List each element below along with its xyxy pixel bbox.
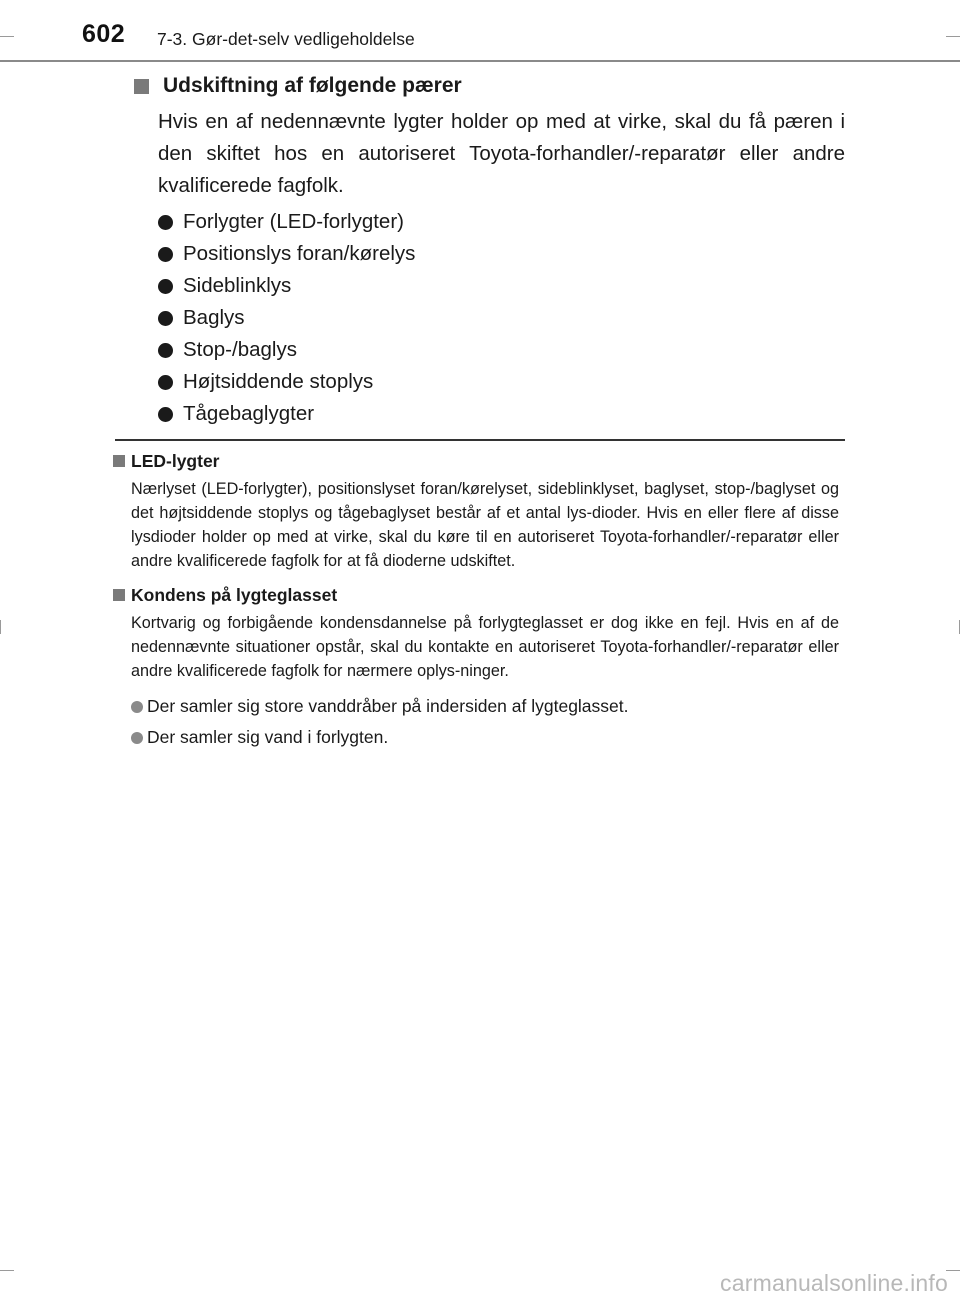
condensation-list [131, 691, 839, 753]
list-item: Forlygter (LED-forlygter) [158, 206, 845, 238]
bullet-dot-icon [158, 215, 173, 230]
note-led-lights [113, 449, 839, 573]
bullet-dot-icon [131, 732, 143, 744]
bullet-dot-icon [158, 375, 173, 390]
crop-mark [0, 620, 1, 634]
section-heading [120, 74, 845, 98]
list-item: Stop-/baglys [158, 334, 845, 366]
bullet-dot-icon [158, 279, 173, 294]
crop-mark [946, 36, 960, 37]
note-heading: LED-lygter [113, 449, 839, 473]
crop-mark [0, 36, 14, 37]
notes-section [113, 449, 839, 763]
chapter-title: 7-3. Gør-det-selv vedligeholdelse [157, 29, 415, 49]
bullet-dot-icon [131, 701, 143, 713]
note-condensation [113, 583, 839, 753]
section-divider [115, 439, 845, 441]
square-bullet-icon [134, 79, 149, 94]
list-item: Baglys [158, 302, 845, 334]
header-rule [0, 60, 960, 62]
note-body: Kortvarig og forbigående kondensdannelse på forlygteglasset er dog ikke en fejl. Hvis en af de nedennævnte situationer opstår, skal du kontakte en autoriseret Toyota-forhandler/-reparatør eller andre kvalificerede fagfolk for nærmere oplys-ninger. [131, 614, 839, 680]
lamp-list [158, 206, 845, 430]
square-bullet-icon [113, 589, 125, 601]
note-heading: Kondens på lygteglasset [113, 583, 839, 607]
list-item: Der samler sig vand i forlygten. [131, 722, 839, 753]
list-item: Der samler sig store vanddråber på indersiden af lygteglasset. [131, 691, 839, 722]
list-item: Højtsiddende stoplys [158, 366, 845, 398]
bulb-replacement-section [120, 74, 845, 430]
bullet-dot-icon [158, 407, 173, 422]
crop-mark [946, 1270, 960, 1271]
crop-mark [0, 1270, 14, 1271]
bullet-dot-icon [158, 247, 173, 262]
note-body: Nærlyset (LED-forlygter), positionslyset foran/kørelyset, sideblinklyset, baglyset, stop-/baglyset og det højtsiddende stoplys og tågebaglyset består af et antal lys-dioder. Hvis en eller flere af disse lysdioder holder op med at virke, skal du køre til en autoriseret Toyota-forhandler/-reparatør eller andre kvalificerede fagfolk for at få dioderne udskiftet. [131, 480, 839, 570]
list-item: Positionslys foran/kørelys [158, 238, 845, 270]
list-item: Tågebaglygter [158, 398, 845, 430]
square-bullet-icon [113, 455, 125, 467]
bullet-dot-icon [158, 343, 173, 358]
section-intro: Hvis en af nedennævnte lygter holder op med at virke, skal du få pæren i den skiftet hos en autoriseret Toyota-forhandler/-reparatør eller andre kvalificerede fagfolk. [158, 110, 845, 197]
section-heading-text: Udskiftning af følgende pærer [163, 74, 462, 97]
watermark: carmanualsonline.info [720, 1270, 948, 1296]
page-number: 602 [82, 20, 126, 48]
bullet-dot-icon [158, 311, 173, 326]
list-item: Sideblinklys [158, 270, 845, 302]
